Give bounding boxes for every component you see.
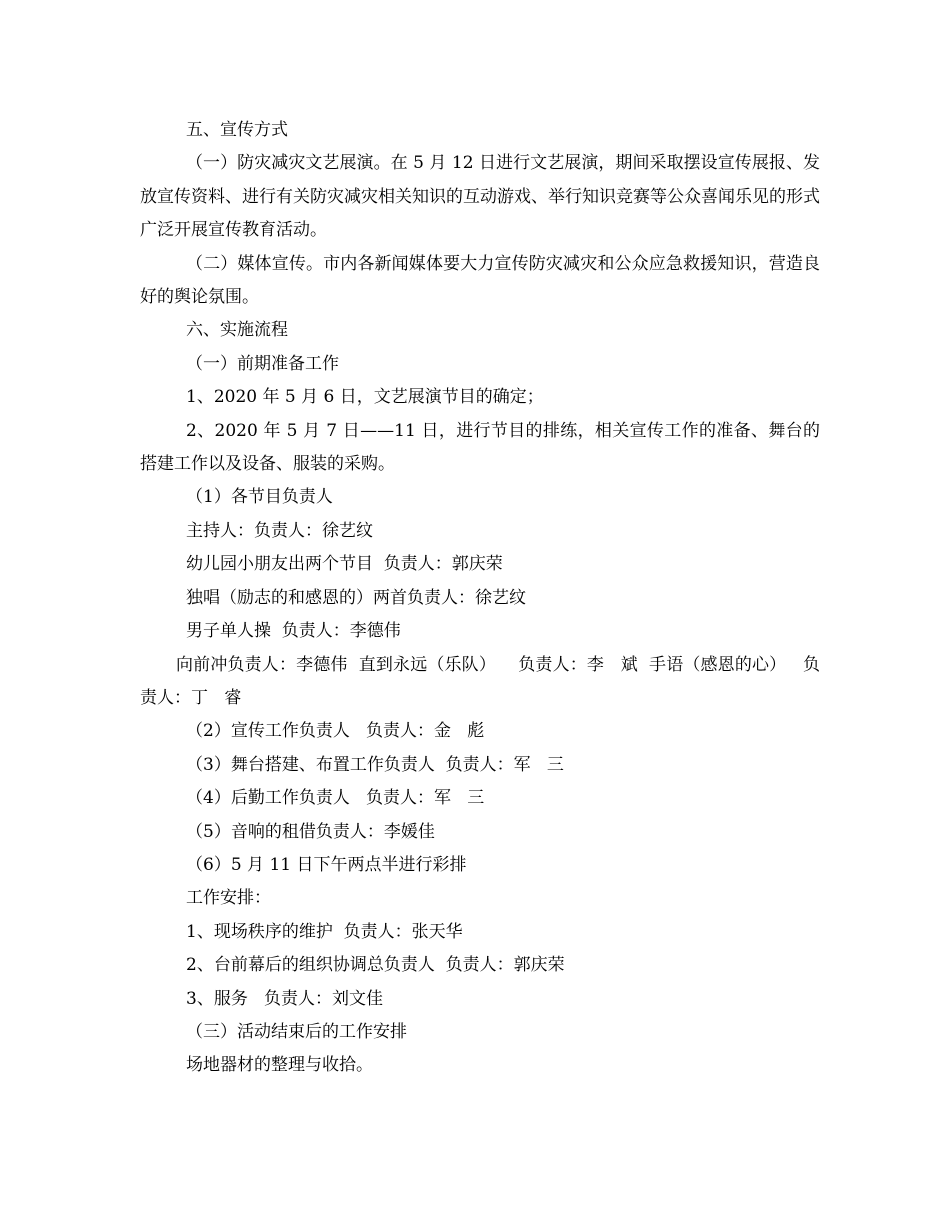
section-heading-publicity: 五、宣传方式 bbox=[186, 120, 288, 140]
document-body bbox=[140, 114, 820, 1083]
subsection-heading-after-event: （三）活动结束后的工作安排 bbox=[186, 1021, 407, 1042]
leader-male-exercise: 男子单人操 负责人：李德伟 bbox=[186, 621, 401, 642]
subsection-heading-preparation: （一）前期准备工作 bbox=[186, 353, 339, 374]
paragraph-art-performance: （一）防灾减灾文艺展演。在 5 月 12 日进行文艺展演，期间采取摆设宣传展报、发放宣传资料、进行有关防灾减灾相关知识的互动游戏、举行知识竞赛等公众喜闻乐见的形式广泛开展宣传教育活动。 bbox=[140, 153, 820, 241]
work-item-coordination: 2、台前幕后的组织协调总负责人 负责人：郭庆荣 bbox=[186, 955, 565, 976]
leader-multiple-programs: 向前冲负责人：李德伟 直到永远（乐队） 负责人：李 斌 手语（感恩的心） 负责人：丁 睿 bbox=[140, 654, 820, 708]
subitem-logistics-leader: （4）后勤工作负责人 负责人：军 三 bbox=[186, 788, 485, 809]
subitem-audio-leader: （5）音响的租借负责人：李媛佳 bbox=[186, 821, 435, 842]
subitem-publicity-leader: （2）宣传工作负责人 负责人：金 彪 bbox=[186, 721, 485, 742]
subitem-stage-leader: （3）舞台搭建、布置工作负责人 负责人：军 三 bbox=[186, 754, 564, 775]
work-item-order: 1、现场秩序的维护 负责人：张天华 bbox=[186, 921, 463, 942]
paragraph-media-publicity: （二）媒体宣传。市内各新闻媒体要大力宣传防灾减灾和公众应急救援知识，营造良好的舆论氛围。 bbox=[140, 253, 820, 308]
work-arrangement-heading: 工作安排： bbox=[186, 888, 271, 909]
list-item-rehearsal: 2、2020 年 5 月 7 日——11 日，进行节目的排练，相关宣传工作的准备、舞台的搭建工作以及设备、服装的采购。 bbox=[140, 420, 820, 475]
list-item-program-confirm: 1、2020 年 5 月 6 日，文艺展演节目的确定； bbox=[186, 387, 544, 408]
leader-solo: 独唱（励志的和感恩的）两首负责人：徐艺纹 bbox=[186, 587, 526, 608]
subitem-rehearsal-time: （6）5 月 11 日下午两点半进行彩排 bbox=[186, 854, 467, 875]
leader-kindergarten: 幼儿园小朋友出两个节目 负责人：郭庆荣 bbox=[186, 554, 503, 575]
subitem-program-leaders: （1）各节目负责人 bbox=[186, 487, 333, 508]
leader-host: 主持人：负责人：徐艺纹 bbox=[186, 520, 373, 541]
work-item-service: 3、服务 负责人：刘文佳 bbox=[186, 988, 384, 1009]
section-heading-implementation: 六、实施流程 bbox=[186, 320, 288, 341]
paragraph-cleanup: 场地器材的整理与收拾。 bbox=[186, 1055, 373, 1076]
